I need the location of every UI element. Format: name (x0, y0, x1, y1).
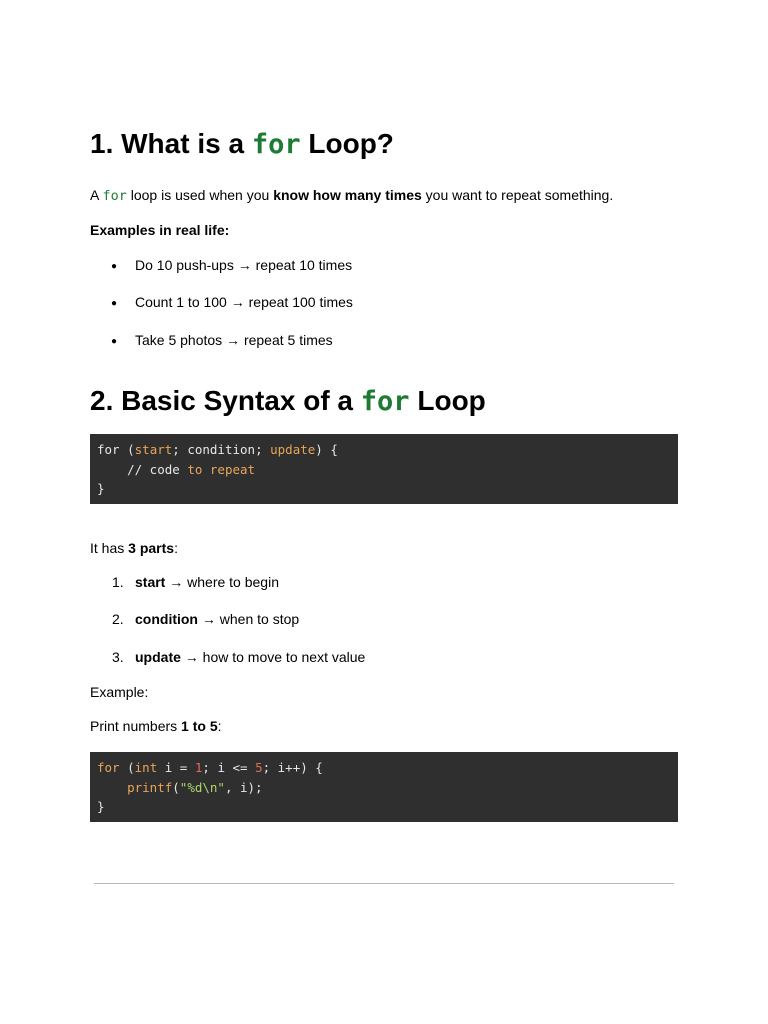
code-line (97, 460, 671, 480)
code-token: ) { (315, 442, 338, 457)
bullet-marker: ● (111, 298, 118, 309)
code-token: // code (97, 461, 188, 477)
list-number: 3. (112, 649, 124, 665)
code-token: ; condition; (172, 442, 271, 457)
bold-text: update (135, 649, 181, 665)
paragraph-text: It has (90, 540, 129, 556)
intro-paragraph (90, 186, 613, 205)
code-token: for (97, 760, 120, 775)
code-token: update (270, 442, 316, 457)
list-item-text (135, 610, 299, 628)
paragraph-text: you want to repeat something. (421, 187, 614, 203)
bold-text: Examples in real life: (90, 222, 230, 238)
code-token: } (97, 481, 105, 496)
code-token: } (97, 799, 105, 814)
code-token (97, 780, 127, 795)
code-token: ; i++) { (262, 760, 323, 775)
list-item-text (135, 648, 365, 666)
code-token: "%d\n" (179, 779, 225, 795)
syntax-code-block (90, 434, 678, 504)
examples-heading (90, 221, 229, 239)
list-number: 1. (112, 574, 124, 590)
code-token: int (134, 760, 158, 775)
code-token: ( (119, 760, 135, 775)
code-token: repeat (209, 461, 256, 477)
heading-text: 2. Basic Syntax of a (90, 385, 361, 416)
heading-text: Loop? (300, 128, 394, 159)
code-token (202, 462, 210, 477)
bullet-marker: ● (111, 336, 118, 347)
paragraph-text: loop is used when you (126, 187, 274, 203)
list-item-rest: → when to stop (198, 611, 300, 627)
heading-inline-code: for (251, 129, 301, 160)
code-token: ( (172, 779, 180, 795)
heading-text: 1. What is a (90, 128, 252, 159)
print-line (90, 717, 222, 735)
code-token: to (187, 461, 203, 477)
section-1-heading (90, 127, 394, 162)
bold-text: 1 to 5 (181, 718, 218, 734)
paragraph-text: : (217, 718, 222, 734)
bullet-marker: ● (111, 261, 118, 272)
heading-inline-code: for (360, 386, 410, 417)
code-token: 1 (194, 760, 203, 775)
bold-text: 3 parts (128, 540, 175, 556)
code-token: ; i <= (202, 760, 256, 775)
list-number: 2. (112, 611, 124, 627)
code-line (97, 440, 671, 460)
horizontal-divider (94, 883, 674, 884)
list-item-rest: → how to move to next value (180, 649, 366, 665)
paragraph-text: Print numbers (90, 718, 182, 734)
bold-text: start (135, 574, 166, 590)
parts-intro (90, 539, 178, 557)
code-line (97, 797, 671, 817)
code-line (97, 758, 671, 778)
code-token: , i); (224, 779, 263, 795)
example-label: Example: (90, 684, 149, 700)
code-line (97, 778, 671, 798)
code-token: 5 (255, 760, 263, 775)
code-token: printf (127, 779, 173, 795)
heading-text: Loop (409, 385, 486, 416)
list-item-text (135, 573, 279, 591)
list-item-text: Do 10 push-ups → repeat 10 times (135, 257, 353, 273)
code-line (97, 479, 671, 499)
inline-code: for (102, 188, 127, 204)
list-item-rest: → where to begin (165, 574, 279, 590)
bold-text: condition (135, 611, 198, 627)
list-item-text: Take 5 photos → repeat 5 times (135, 332, 333, 348)
code-token: i = (157, 760, 195, 775)
bold-text: know how many times (273, 187, 422, 203)
paragraph-text: : (174, 540, 178, 556)
code-token: start (134, 442, 173, 457)
list-item-text: Count 1 to 100 → repeat 100 times (135, 294, 353, 310)
code-token: for ( (97, 442, 135, 457)
example-code-block (90, 752, 678, 822)
paragraph-text: A (90, 187, 103, 203)
section-2-heading (90, 384, 486, 419)
